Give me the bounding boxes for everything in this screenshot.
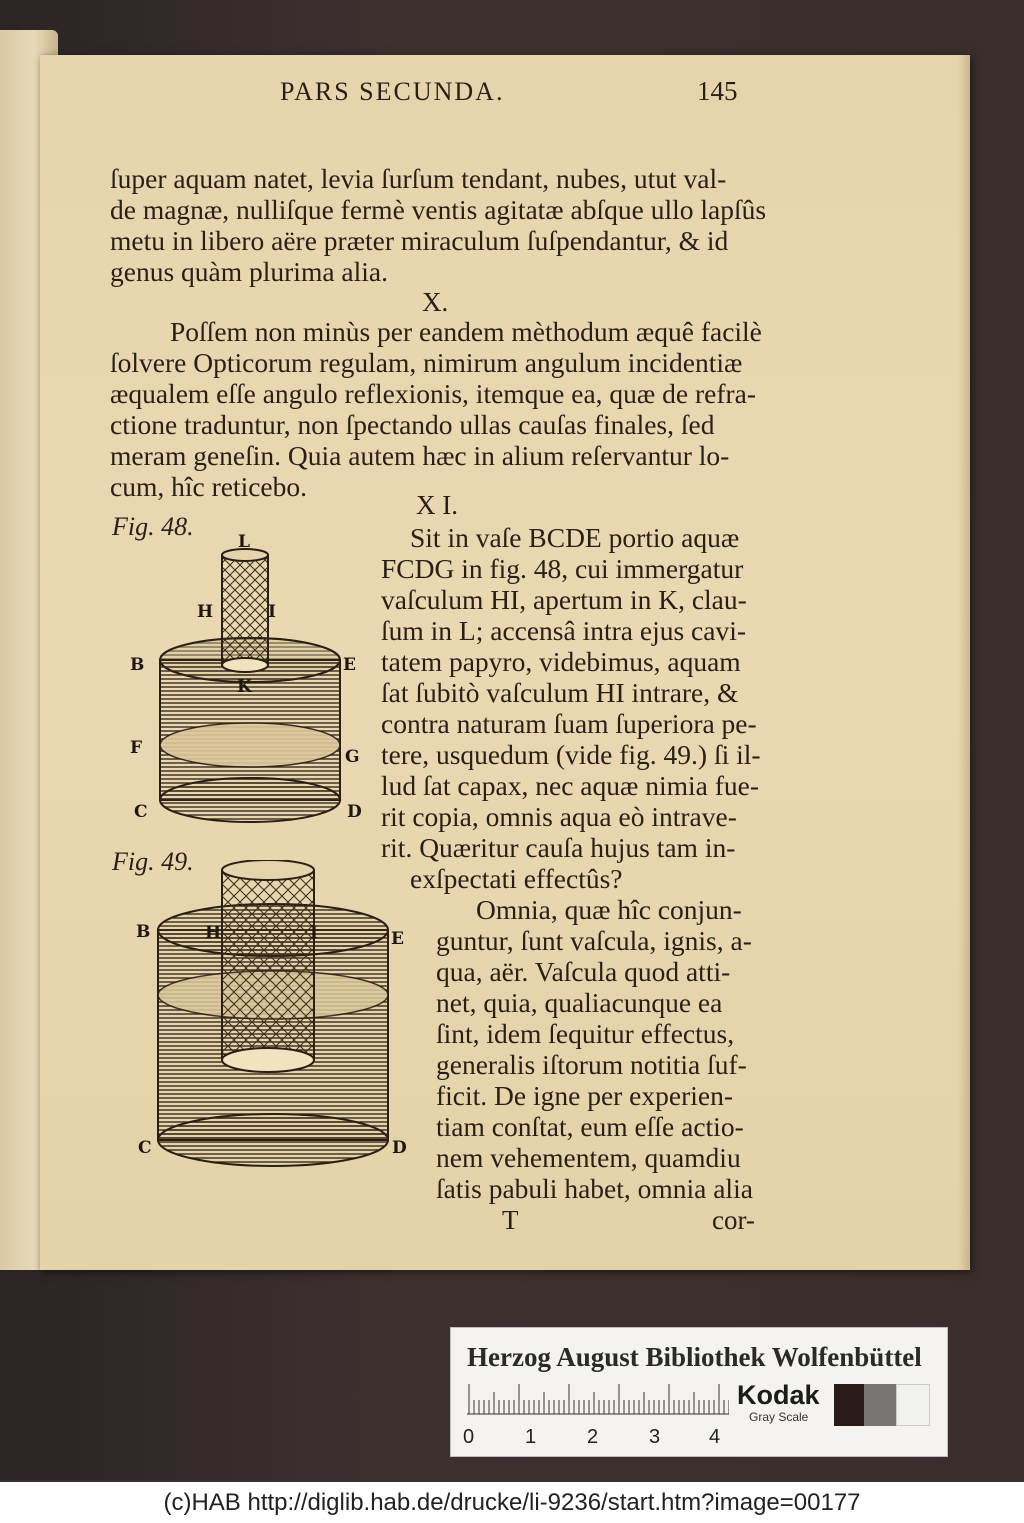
figure-letter: B (136, 922, 151, 942)
text-line: ſuper aquam natet, levia ſurſum tendant, nubes, utut val- (110, 163, 727, 194)
text-line: tere, usquedum (vide fig. 49.) ſi il- (381, 739, 761, 770)
text-line: ſat ſubitò vaſculum HI intrare, & (381, 677, 739, 708)
text-line: ſatis pabuli habet, omnia alia (436, 1173, 753, 1204)
figure-letter: H (197, 602, 214, 622)
text-line: de magnæ, nulliſque fermè ventis agitatæ abſque ullo lapſûs (110, 194, 767, 225)
signature-mark: T (502, 1205, 519, 1235)
figure-48-label: Fig. 48. (112, 512, 194, 541)
text-line: guntur, ſunt vaſcula, ignis, a- (436, 925, 752, 956)
text-line: vaſculum HI, apertum in K, clau- (381, 584, 747, 615)
figure-letter: K (237, 677, 252, 697)
running-head: PARS SECUNDA. (280, 77, 505, 106)
figure-letter: D (347, 802, 362, 822)
figure-letter: L (238, 532, 250, 552)
text-line: qua, aër. Vaſcula quod atti- (436, 956, 731, 987)
catchword: cor- (712, 1205, 755, 1235)
text-line: genus quàm plurima alia. (110, 256, 388, 287)
text-line: generalis iſtorum notitia ſuf- (436, 1049, 747, 1080)
ruler-number: 3 (649, 1426, 661, 1448)
page-number: 145 (697, 76, 738, 106)
figure-49-illustration (150, 860, 395, 1170)
page-edge-shadow (958, 55, 970, 1270)
text-line: tiam conſtat, eum eſſe actio- (436, 1111, 744, 1142)
text-line: cum, hîc reticebo. (110, 471, 307, 502)
figure-49-label: Fig. 49. (112, 847, 194, 876)
text-line: metu in libero aëre præter miraculum ſuſpendantur, & id (110, 225, 729, 256)
text-line: ſum in L; accensâ intra ejus cavi- (381, 615, 746, 646)
figure-letter: C (138, 1138, 152, 1158)
swatch-white (896, 1384, 930, 1426)
ruler-scale (467, 1384, 729, 1424)
text-line: exſpectati effectûs? (410, 863, 623, 894)
text-line: Omnia, quæ hîc conjun- (476, 894, 742, 925)
ruler-number: 2 (587, 1426, 599, 1448)
figure-letter: E (343, 655, 356, 675)
swatch-gray (864, 1384, 896, 1426)
text-line: meram geneſin. Quia autem hæc in alium reſervantur lo- (110, 440, 730, 471)
text-line: Poſſem non minùs per eandem mèthodum æquê facilè (170, 316, 762, 347)
swatch-dark (834, 1384, 864, 1426)
text-line: Sit in vaſe BCDE portio aquæ (410, 522, 740, 553)
text-line: FCDG in fig. 48, cui immergatur (381, 553, 744, 584)
copyright-caption: (c)HAB http://diglib.hab.de/drucke/li-9236/start.htm?image=00177 (0, 1482, 1024, 1523)
text-line: contra naturam ſuam ſuperiora pe- (381, 708, 757, 739)
library-scale-card (450, 1327, 948, 1457)
ruler-number: 1 (525, 1426, 537, 1448)
ruler-number: 4 (709, 1426, 721, 1448)
text-line: rit copia, omnis aqua eò intrave- (381, 801, 737, 832)
gray-scale-label: Gray Scale (749, 1410, 809, 1424)
text-line: rit. Quæritur cauſa hujus tam in- (381, 832, 736, 863)
text-line: nem vehementem, quamdiu (436, 1142, 741, 1173)
ruler-number: 0 (463, 1426, 475, 1448)
text-line: tatem papyro, videbimus, aquam (381, 646, 741, 677)
text-line: ctione traduntur, non ſpectando ullas cauſas finales, ſed (110, 409, 715, 440)
text-line: ſolvere Opticorum regulam, nimirum angulum incidentiæ (110, 347, 743, 378)
text-line: lud ſat capax, nec aquæ nimia fue- (381, 770, 759, 801)
figure-letter: I (268, 602, 276, 622)
figure-letter: I (310, 923, 318, 943)
section-heading-xi: X I. (416, 490, 458, 520)
kodak-logo: Kodak (737, 1380, 820, 1410)
text-line: net, quia, qualiacunque ea (436, 987, 723, 1018)
section-heading-x: X. (422, 287, 449, 317)
figure-letter: D (392, 1138, 407, 1158)
figure-letter: H (205, 923, 222, 943)
text-line: ficit. De igne per experien- (436, 1080, 734, 1111)
text-line: ſint, idem ſequitur effectus, (436, 1018, 735, 1049)
text-line: æqualem eſſe angulo reflexionis, itemque ea, quæ de refra- (110, 378, 757, 409)
figure-letter: G (345, 747, 360, 767)
figure-letter: C (134, 802, 148, 822)
figure-letter: E (391, 929, 404, 949)
figure-letter: F (130, 738, 143, 758)
library-name: Herzog August Bibliothek Wolfenbüttel (467, 1342, 922, 1372)
figure-letter: B (130, 655, 145, 675)
